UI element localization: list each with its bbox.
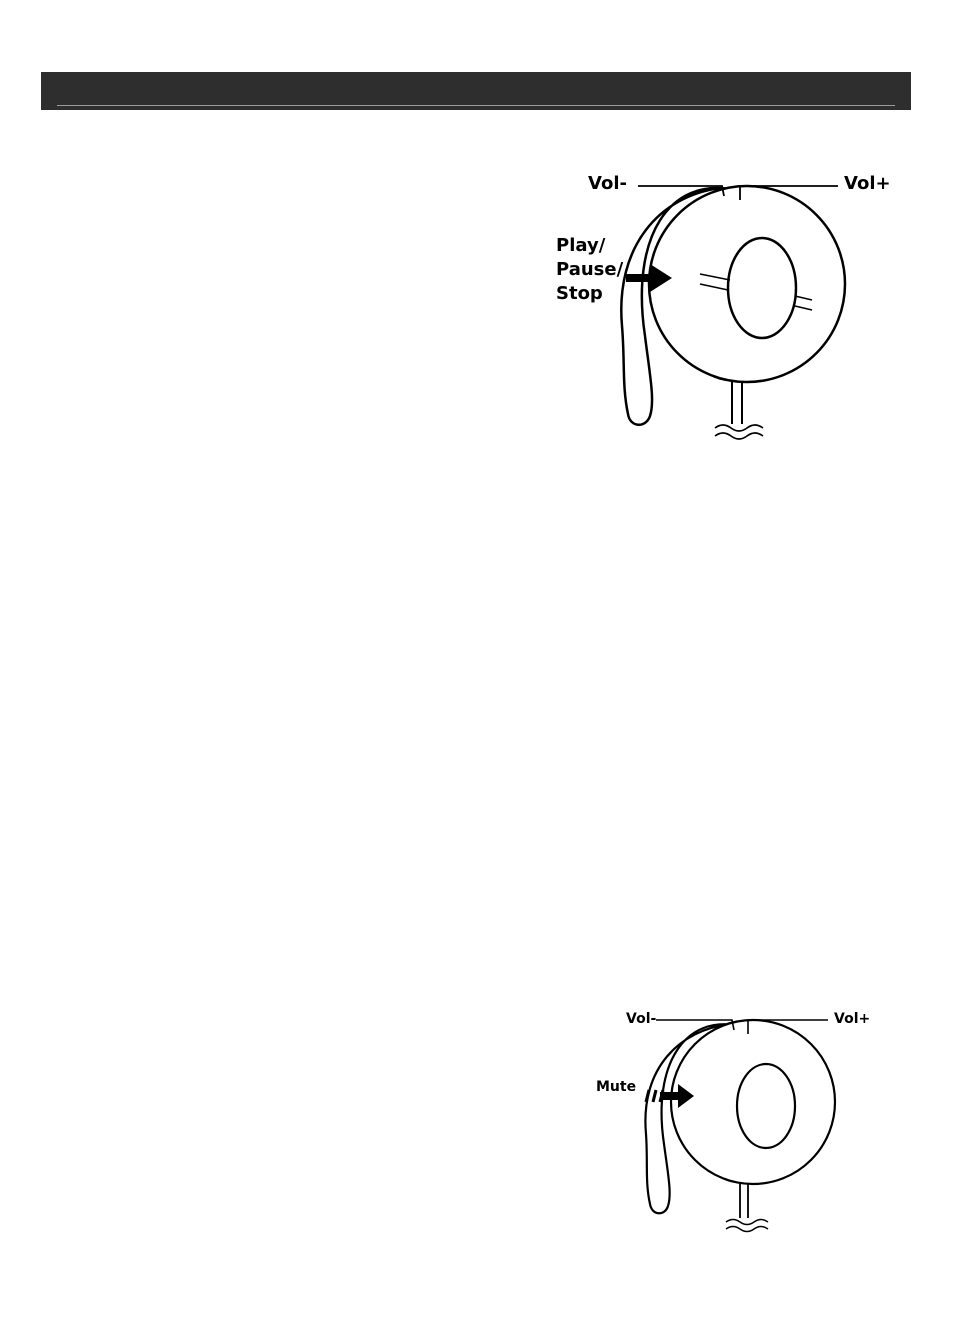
vol-minus-label: Vol- [588, 173, 627, 194]
section-header-bar [41, 72, 911, 110]
headset-figure-mute [590, 1004, 880, 1236]
headset-illustration [550, 166, 900, 446]
headset-figure-play [550, 166, 900, 446]
vol-plus-label: Vol+ [844, 173, 891, 194]
play-label-line1: Play/ [556, 235, 606, 256]
play-label-line3: Stop [556, 283, 603, 304]
mute-label: Mute [596, 1079, 637, 1095]
vol-plus-label: Vol+ [834, 1011, 871, 1027]
header-rule [57, 105, 895, 106]
headset-illustration [590, 1004, 880, 1236]
vol-minus-label: Vol- [626, 1011, 657, 1027]
play-label-line2: Pause/ [556, 259, 624, 280]
